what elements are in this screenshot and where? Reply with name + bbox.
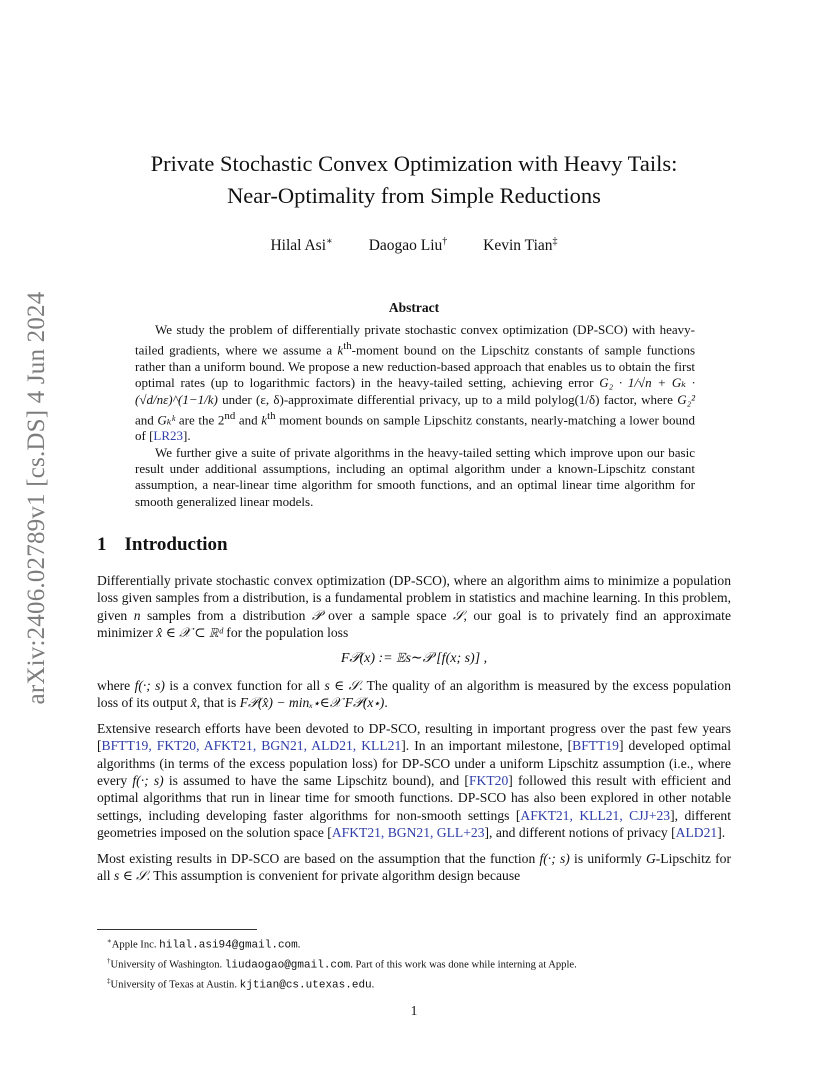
body-paragraph: Differentially private stochastic convex optimization (DP-SCO), where an algorithm aims to minimize a population loss given samples from a distribution, is a fundamental problem in statistics and machine learning. In this problem, given n samples from a distribution 𝒫 over a sample space 𝒮, our goal is to privately find an approximate minimizer x̂ ∈ 𝒳 ⊂ ℝᵈ for the population loss [97, 573, 731, 641]
arxiv-identifier: arXiv:2406.02789v1 [cs.DS] 4 Jun 2024 [23, 291, 50, 705]
abstract-body [135, 322, 695, 510]
paper-title [0, 148, 828, 212]
citation-link[interactable]: FKT20 [468, 773, 509, 789]
body-paragraph: where f(·; s) is a convex function for all s ∈ 𝒮. The quality of an algorithm is measured by the excess population loss of its output x̂, that is F𝒫(x̂) − minₓ⋆∈𝒳 F𝒫(x⋆). [97, 678, 731, 711]
population-loss-equation: F𝒫(x) := 𝔼s∼𝒫 [f(x; s)] , [340, 650, 488, 666]
author: Hilal Asi∗ [270, 236, 333, 255]
error-rate-formula: G₂ · 1/√n + Gₖ · (√d/nε)^(1−1/k) [135, 375, 695, 407]
citation-link[interactable]: BFTT19 [572, 738, 619, 754]
arxiv-sidebar [17, 291, 57, 705]
email-link[interactable]: kjtian@cs.utexas.edu [239, 979, 372, 992]
author-list [0, 236, 828, 255]
citation-link[interactable]: AFKT21, BGN21, GLL+23 [331, 825, 485, 841]
author: Daogao Liu† [368, 236, 448, 255]
introduction-body [97, 572, 731, 893]
citation-link[interactable]: LR23 [153, 428, 184, 444]
footnote: †University of Washington. liudaogao@gmail.com. Part of this work was done while interning at Apple. [107, 957, 577, 972]
body-paragraph: Most existing results in DP-SCO are based on the assumption that the function f(·; s) is uniformly G-Lipschitz for all s ∈ 𝒮. This assumption is convenient for private algorithm design because [97, 850, 731, 884]
citation-link[interactable]: AFKT21, KLL21, CJJ+23 [520, 807, 671, 823]
abstract-paragraph: We study the problem of differentially private stochastic convex optimization (DP-SCO) with heavy-tailed gradients, where we assume a $k^{th}$-moment bound on the Lipschitz constants of sample functions rather than a uniform bound. We propose a new reduction-based approach that enables us to obtain the first optimal rates (up to logarithmic factors) in the heavy-tailed setting, achieving error G₂ · 1/√n + Gₖ · (√d/nε)^(1−1/k) under (ε, δ)-approximate differential privacy, up to a mild polylog(1/δ) factor, where G₂² and Gₖᵏ are the 2nd and $k^{th}$ moment bounds on sample Lipschitz constants, nearly-matching a lower bound of [LR23]. [135, 322, 695, 444]
page-number: 1 [410, 1003, 418, 1018]
citation-link[interactable]: BFTT19, FKT20, AFKT21, BGN21, ALD21, KLL21 [101, 738, 402, 754]
body-paragraph: Extensive research efforts have been devoted to DP-SCO, resulting in important progress over the past few years [BFTT19, FKT20, AFKT21, BGN21, ALD21, KLL21]. In an important milestone, [BFTT19] developed optimal algorithms (in terms of the excess population loss) for DP-SCO under a uniform Lipschitz assumption (i.e., where every f(·; s) is assumed to have the same Lipschitz bound), and [FKT20] followed this result with efficient and optimal algorithms that run in linear time for smooth functions. DP-SCO has also been explored in other notable settings, including developing faster algorithms for non-smooth settings [AFKT21, KLL21, CJJ+23], different geometries imposed on the solution space [AFKT21, BGN21, GLL+23], and different notions of privacy [ALD21]. [97, 720, 731, 841]
abstract-paragraph: We further give a suite of private algorithms in the heavy-tailed setting which improve upon our basic result under additional assumptions, including an optimal algorithm under a known-Lipschitz constant assumption, a near-linear time algorithm for smooth functions, and an optimal linear time algorithm for smooth generalized linear models. [135, 444, 695, 509]
footnote: ‡University of Texas at Austin. kjtian@cs.utexas.edu. [107, 977, 375, 992]
footnote-divider [97, 929, 257, 930]
abstract-heading: Abstract [388, 300, 440, 315]
section-heading-introduction: 1 Introduction [97, 534, 228, 555]
author: Kevin Tian‡ [483, 236, 558, 255]
citation-link[interactable]: ALD21 [675, 825, 718, 841]
email-link[interactable]: hilal.asi94@gmail.com [159, 939, 298, 952]
email-link[interactable]: liudaogao@gmail.com [224, 959, 351, 972]
footnotes [107, 934, 727, 994]
title-line-2: Near-Optimality from Simple Reductions [227, 183, 601, 208]
footnote: ∗Apple Inc. hilal.asi94@gmail.com. [107, 937, 301, 952]
title-line-1: Private Stochastic Convex Optimization with Heavy Tails: [150, 151, 678, 176]
